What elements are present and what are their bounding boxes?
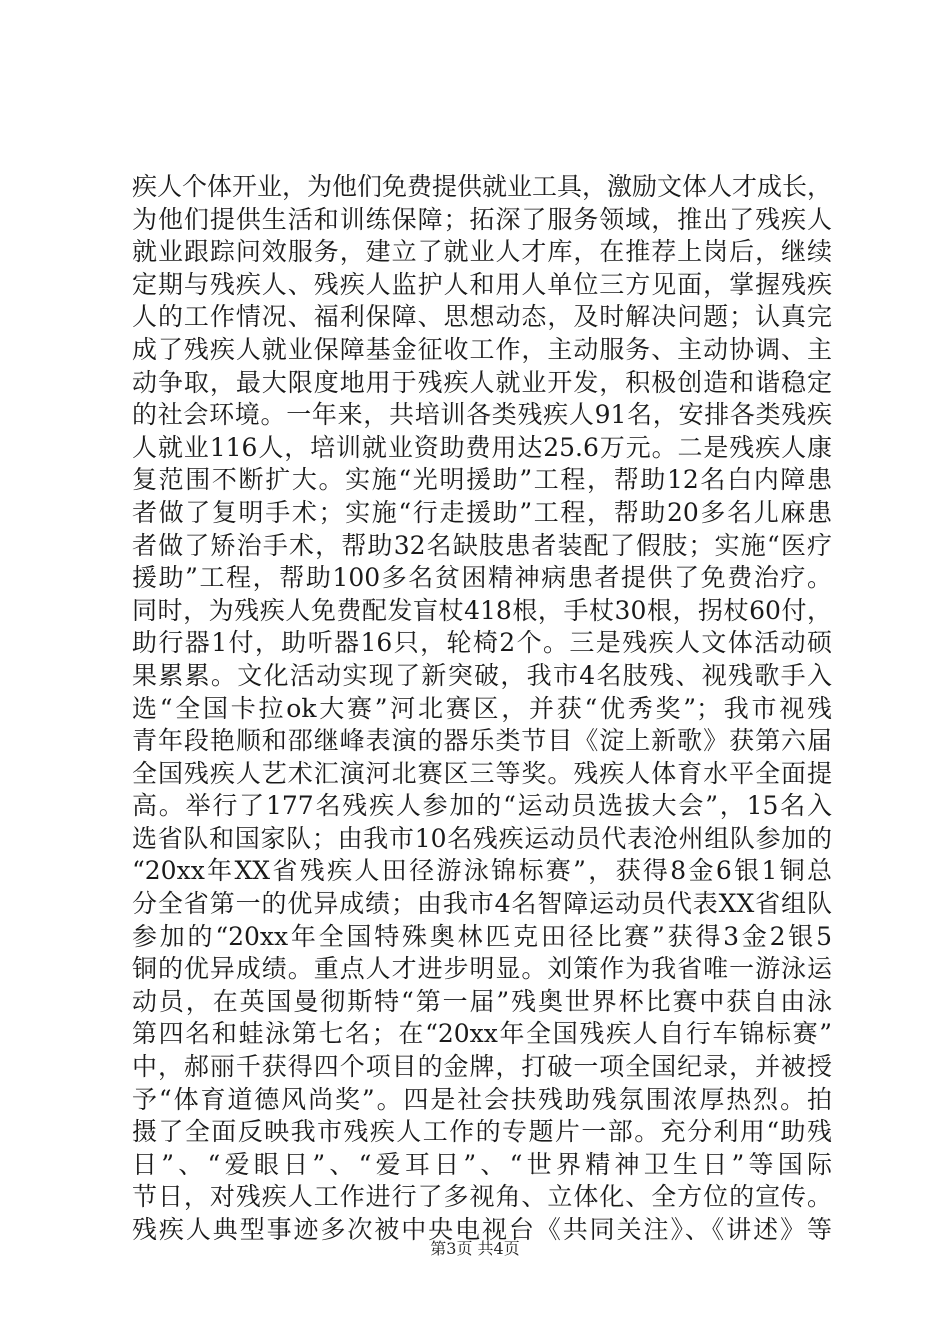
text-line: 复范围不断扩大。实施“光明援助”工程，帮助12名白内障患 [132,465,832,495]
text-line: 同时，为残疾人免费配发盲杖418根，手杖30根，拐杖60付， [132,595,832,625]
text-line: 高。举行了177名残疾人参加的“运动员选拔大会”，15名入 [132,791,832,821]
text-line: 者做了矫治手术，帮助32名缺肢患者装配了假肢；实施“医疗 [132,530,832,560]
text-line: 摄了全面反映我市残疾人工作的专题片一部。充分利用“助残 [132,1117,832,1147]
text-line: 为他们提供生活和训练保障；拓深了服务领域，推出了残疾人 [132,204,832,234]
text-line: 选省队和国家队；由我市10名残疾运动员代表沧州组队参加的 [132,823,832,853]
text-line: 参加的“20xx年全国特殊奥林匹克田径比赛”获得3金2银5 [132,921,832,951]
text-line: 人就业116人，培训就业资助费用达25.6万元。二是残疾人康 [132,432,832,462]
text-line: 残疾人典型事迹多次被中央电视台《共同关注》、《讲述》等 [132,1215,832,1244]
page-footer: 第3页 共4页 [430,1239,520,1258]
text-line: 全国残疾人艺术汇演河北赛区三等奖。残疾人体育水平全面提 [132,758,832,788]
text-line: 日”、“爱眼日”、“爱耳日”、“世界精神卫生日”等国际 [132,1149,832,1179]
body-text [132,171,832,1247]
text-line: 就业跟踪问效服务，建立了就业人才库，在推荐上岗后，继续 [132,237,832,267]
text-line: 予“体育道德风尚奖”。四是社会扶残助残氛围浓厚热烈。拍 [132,1084,832,1114]
text-line: 定期与残疾人、残疾人监护人和用人单位三方见面，掌握残疾 [132,269,832,299]
text-line: 中，郝丽千获得四个项目的金牌，打破一项全国纪录，并被授 [132,1052,832,1082]
text-line: 动员，在英国曼彻斯特“第一届”残奥世界杯比赛中获自由泳 [132,986,832,1016]
text-line: 第四名和蛙泳第七名；在“20xx年全国残疾人自行车锦标赛” [132,1019,832,1049]
text-line: 的社会环境。一年来，共培训各类残疾人91名，安排各类残疾 [132,400,832,430]
text-line: 铜的优异成绩。重点人才进步明显。刘策作为我省唯一游泳运 [132,954,832,984]
text-line: “20xx年XX省残疾人田径游泳锦标赛”，获得8金6银1铜总 [132,856,832,886]
text-line: 节日，对残疾人工作进行了多视角、立体化、全方位的宣传。 [132,1182,832,1212]
text-line: 成了残疾人就业保障基金征收工作，主动服务、主动协调、主 [132,334,832,364]
text-line: 果累累。文化活动实现了新突破，我市4名肢残、视残歌手入 [132,660,832,690]
text-line: 援助”工程，帮助100多名贫困精神病患者提供了免费治疗。 [132,563,832,593]
text-line: 助行器1付，助听器16只，轮椅2个。三是残疾人文体活动硕 [132,628,832,658]
text-line: 人的工作情况、福利保障、思想动态，及时解决问题；认真完 [132,302,832,332]
text-line: 选“全国卡拉ok大赛”河北赛区，并获“优秀奖”；我市视残 [132,693,832,723]
text-line: 分全省第一的优异成绩；由我市4名智障运动员代表XX省组队 [132,889,832,919]
text-line: 青年段艳顺和邵继峰表演的器乐类节目《淀上新歌》获第六届 [132,726,832,756]
text-line: 者做了复明手术；实施“行走援助”工程，帮助20多名儿麻患 [132,497,832,527]
text-line: 动争取，最大限度地用于残疾人就业开发，积极创造和谐稳定 [132,367,832,397]
text-line: 疾人个体开业，为他们免费提供就业工具，激励文体人才成长， [132,172,833,201]
